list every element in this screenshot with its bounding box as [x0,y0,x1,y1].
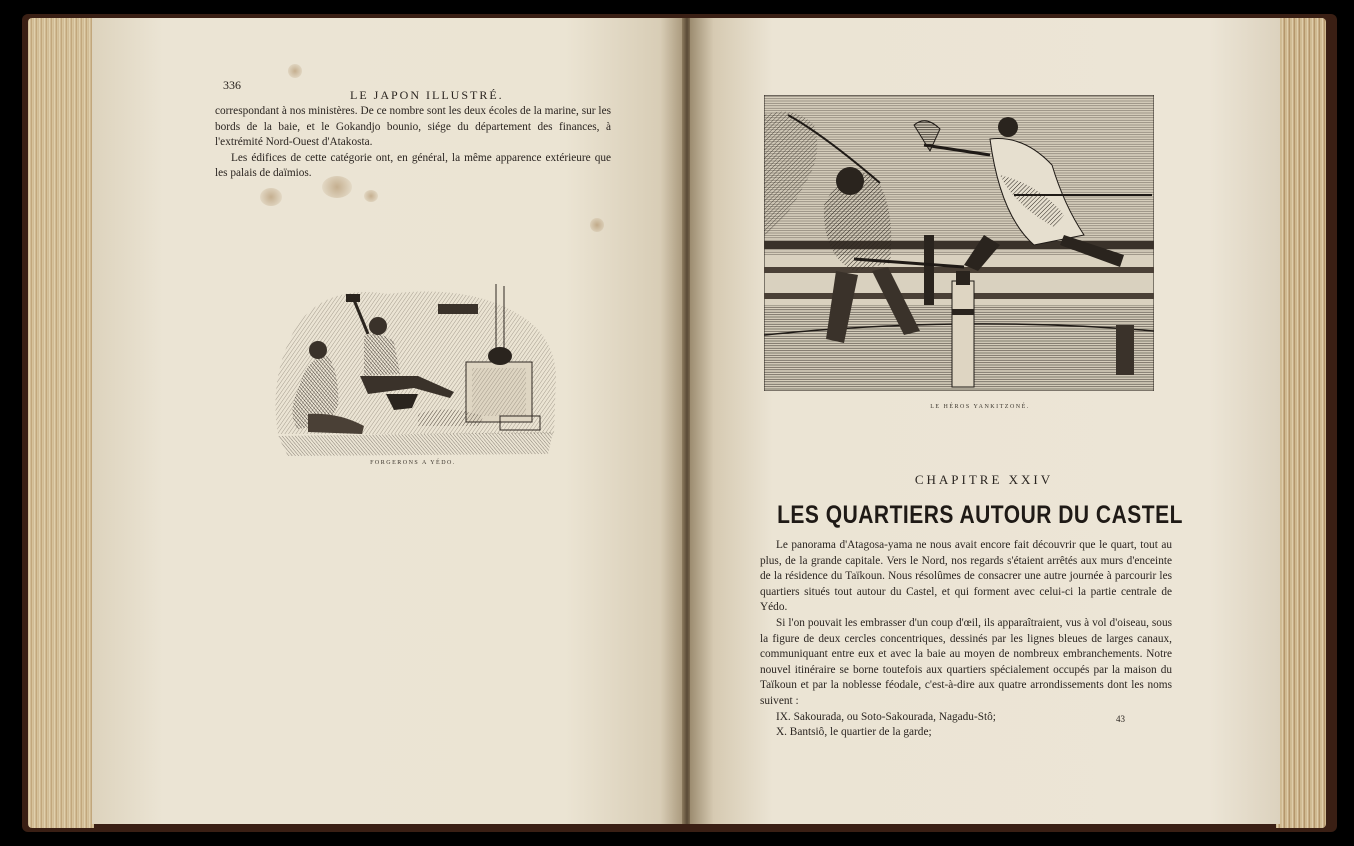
left-page [92,18,684,824]
chapter-label: CHAPITRE XXIV [914,472,1054,487]
stain [288,64,302,78]
paragraph: correspondant à nos ministères. De ce nombre sont les deux écoles de la marine, sur les bords de la baie, et le Gokandjo bounio, siége du département des finances, à l'extrémité Nord-Ouest d'Atakosta. [215,105,611,149]
samurai-duel-illustration [764,95,1154,391]
left-body-text [215,104,611,182]
right-page-edges [1276,18,1326,828]
chapter-title: LES QUARTIERS AUTOUR DU CASTEL [777,501,1183,530]
paragraph: Les édifices de cette catégorie ont, en général, la même apparence extérieure que les palais de daïmios. [215,151,611,180]
paragraph: Si l'on pouvait les embrasser d'un coup d'œil, ils apparaîtraient, vus à vol d'oiseau, sous la figure de deux cercles concentriques, dessinés par les lignes bleues de larges canaux, communiquant entre eux et avec la baie au moyen de nombreux embranchements. Notre nouvel itinéraire se borne toutefois aux quartiers spécialement occupés par la maison du Taïkoun et par la noblesse féodale, c'est-à-dire aux quatre arrondissements dont les noms suivent : [760,616,1172,707]
signature-mark: 43 [1116,714,1125,724]
list-item: IX. Sakourada, ou Soto-Sakourada, Nagadu-Stô; [776,710,996,723]
stain [364,190,378,202]
left-page-edges [28,18,94,828]
stain [590,218,604,232]
list-item: X. Bantsiô, le quartier de la garde; [776,726,932,739]
stain [260,188,282,206]
right-body-text [760,538,1172,741]
right-page [690,18,1280,824]
running-title: LE JAPON ILLUSTRÉ. [350,88,504,102]
left-figure-caption: FORGERONS A YÉDO. [370,460,456,466]
blacksmiths-illustration [268,264,558,460]
paragraph: Le panorama d'Atagosa-yama ne nous avait encore fait découvrir que le quart, tout au plus, de la grande capitale. Vers le Nord, nos regards s'étaient arrêtés aux murs d'enceinte de la résidence du Taïkoun. Nous résolûmes de consacrer une autre journée à parcourir les quartiers situés tout autour du Castel, et qui forment avec celui-ci la partie centrale de Yédo. [760,539,1172,614]
page-number: 336 [223,78,241,92]
right-figure-caption: LE HÉROS YANKITZONÉ. [930,404,1030,410]
